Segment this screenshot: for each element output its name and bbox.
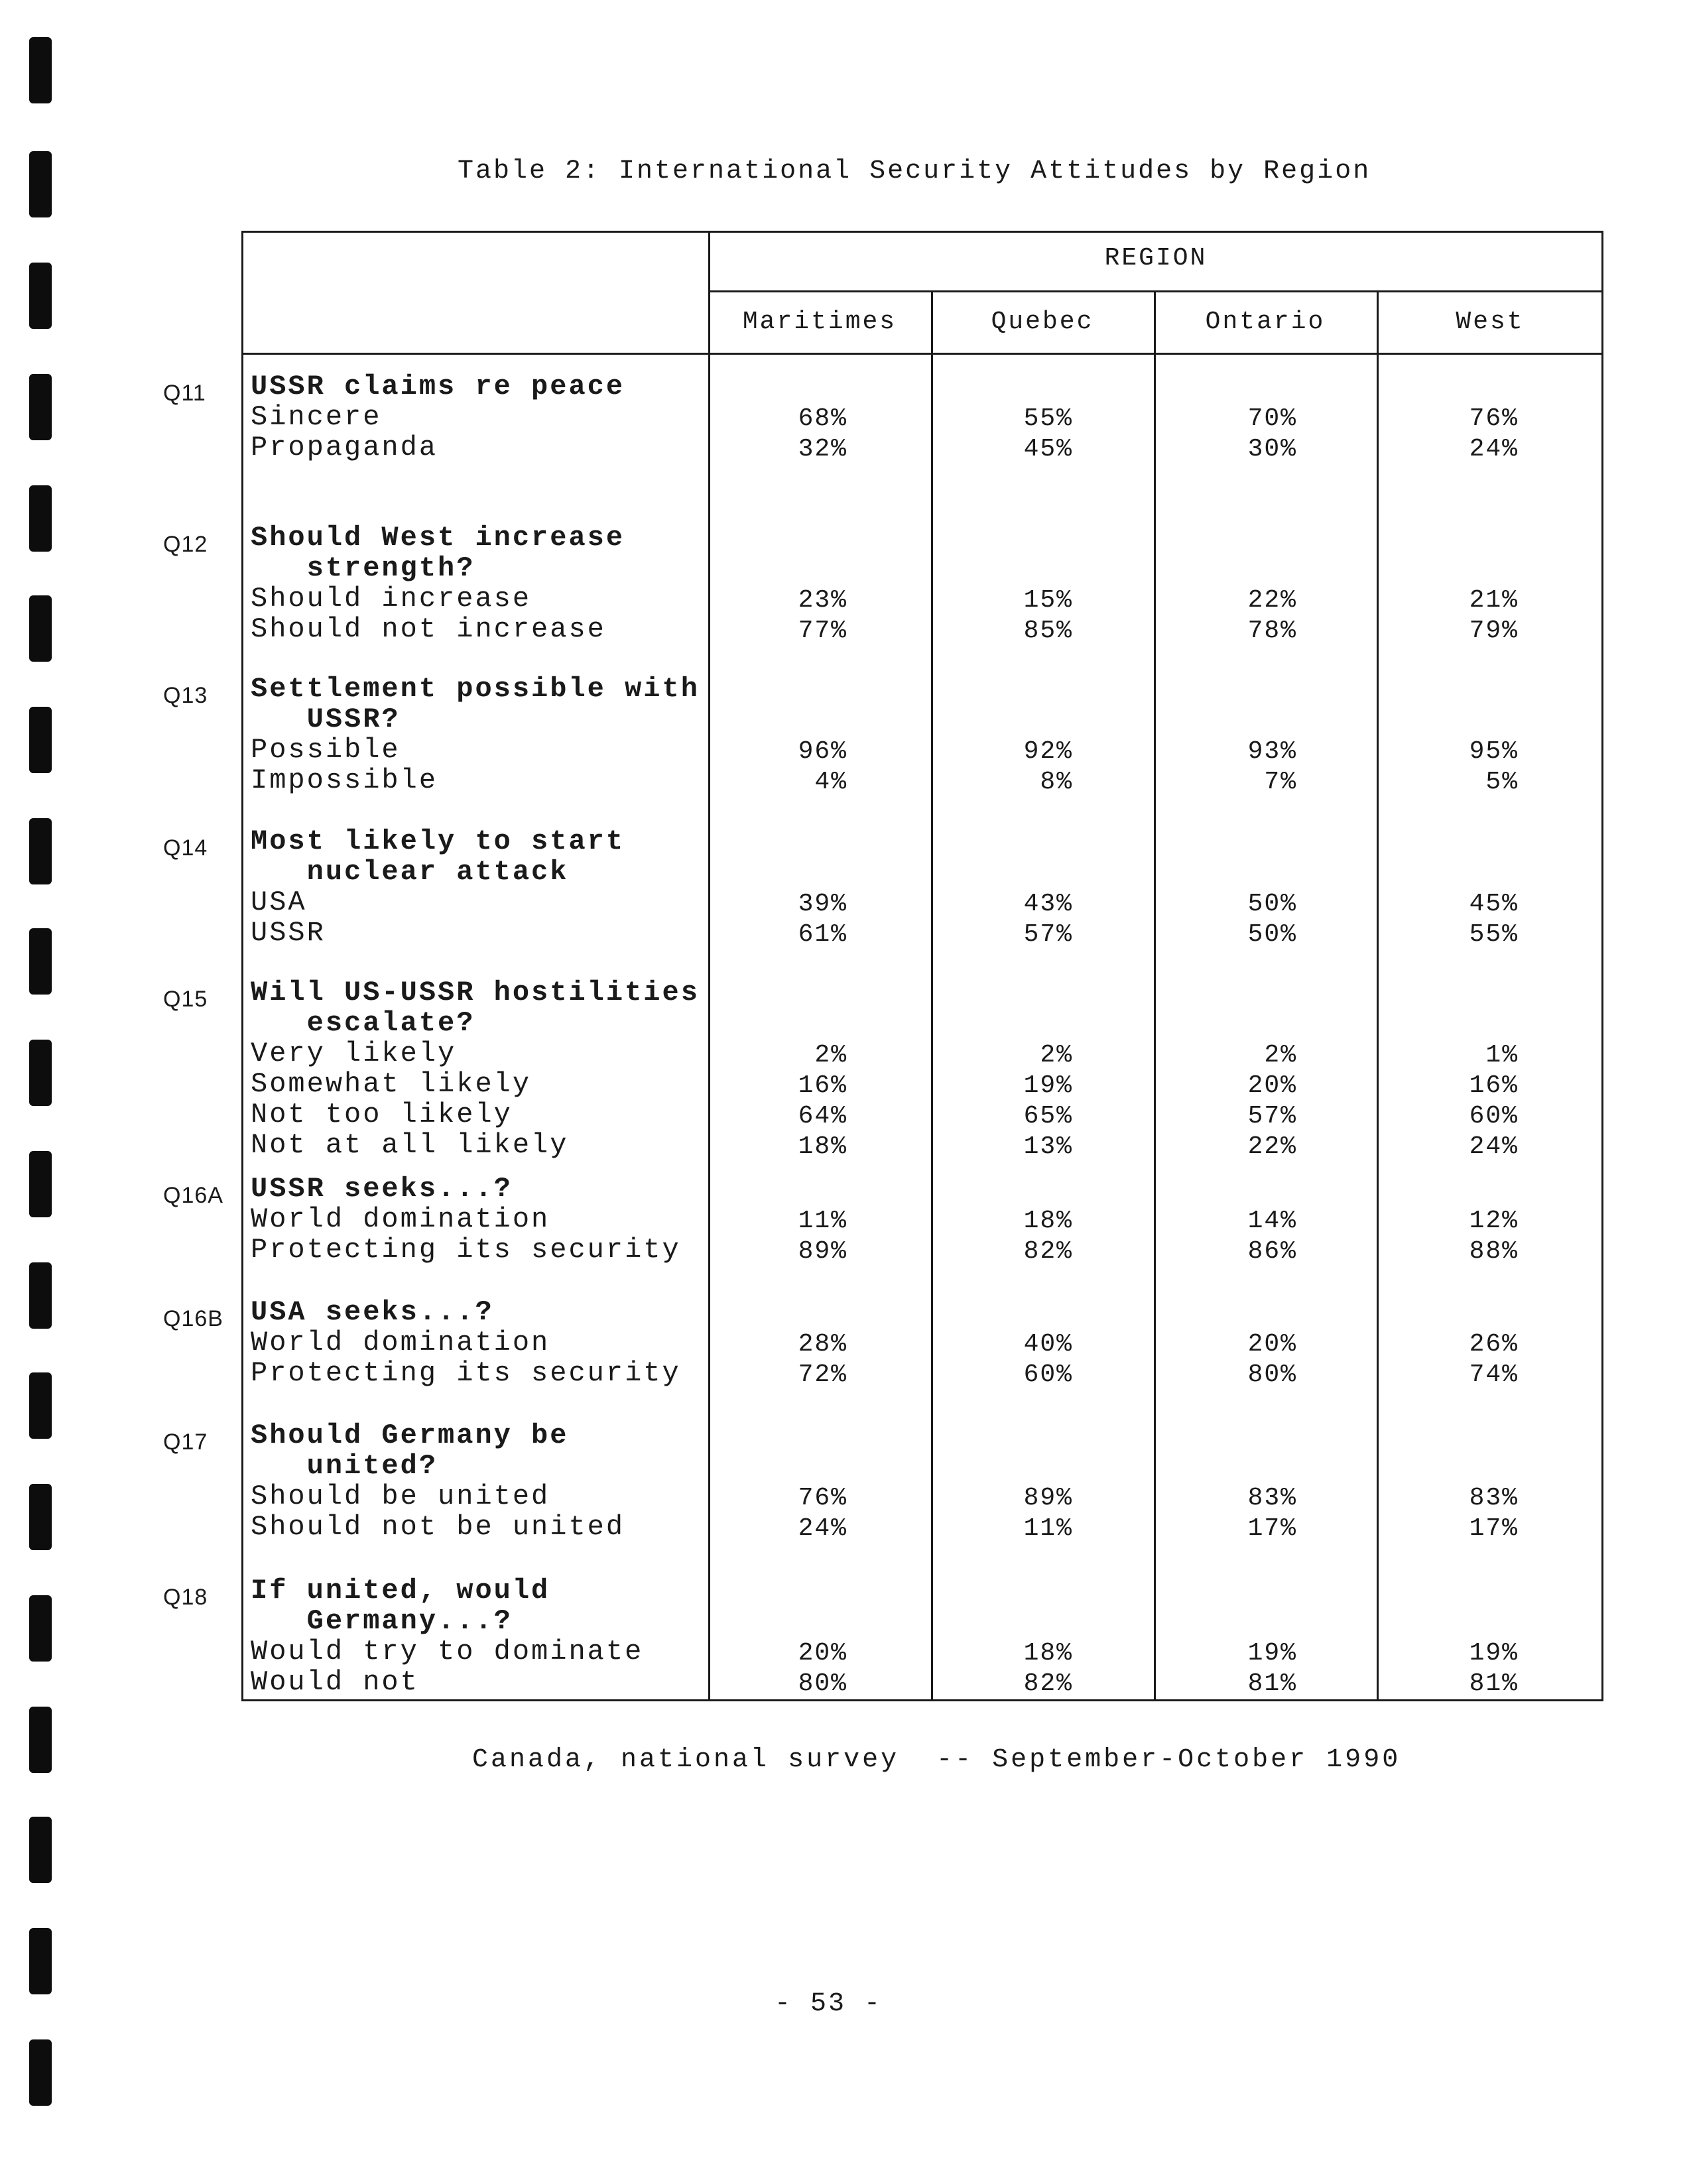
percentage-cell: 2% xyxy=(1040,1041,1073,1069)
question-code: Q18 xyxy=(163,1585,208,1610)
percentage-cell: 60% xyxy=(1469,1102,1519,1130)
binder-hole-mark xyxy=(29,1595,52,1662)
percentage-cell: 22% xyxy=(1247,586,1297,615)
percentage-cell: 64% xyxy=(798,1102,847,1130)
answer-option-label: Protecting its security xyxy=(251,1357,681,1389)
answer-option-label: Possible xyxy=(251,734,401,766)
question-title: Should Germany be united? xyxy=(251,1420,569,1482)
percentage-cell: 50% xyxy=(1247,920,1297,949)
percentage-cell: 21% xyxy=(1469,586,1519,615)
binder-hole-mark xyxy=(29,928,52,995)
percentage-cell: 74% xyxy=(1469,1361,1519,1389)
percentage-cell: 19% xyxy=(1247,1639,1297,1668)
percentage-cell: 18% xyxy=(798,1132,847,1161)
question-title: Will US-USSR hostilities escalate? xyxy=(251,977,700,1039)
percentage-cell: 96% xyxy=(798,737,847,766)
percentage-cell: 79% xyxy=(1469,617,1519,645)
maritimes-quebec-divider xyxy=(931,290,933,1701)
header-bottom-divider xyxy=(241,353,1603,355)
percentage-cell: 32% xyxy=(798,435,847,463)
question-code: Q14 xyxy=(163,835,208,861)
question-code: Q17 xyxy=(163,1429,208,1455)
binder-hole-mark xyxy=(29,1484,52,1550)
percentage-cell: 11% xyxy=(798,1207,847,1235)
percentage-cell: 17% xyxy=(1469,1514,1519,1543)
percentage-cell: 76% xyxy=(1469,404,1519,433)
binder-hole-mark xyxy=(29,818,52,884)
percentage-cell: 13% xyxy=(1023,1132,1073,1161)
percentage-cell: 2% xyxy=(814,1041,847,1069)
answer-option-label: Very likely xyxy=(251,1038,457,1069)
percentage-cell: 17% xyxy=(1247,1514,1297,1543)
percentage-cell: 78% xyxy=(1247,617,1297,645)
binder-hole-mark xyxy=(29,1262,52,1329)
answer-option-label: Should not be united xyxy=(251,1511,625,1543)
question-code: Q12 xyxy=(163,532,208,557)
percentage-cell: 81% xyxy=(1247,1669,1297,1698)
percentage-cell: 86% xyxy=(1247,1237,1297,1266)
percentage-cell: 16% xyxy=(798,1071,847,1100)
binder-hole-mark xyxy=(29,1928,52,1994)
answer-option-label: Should be united xyxy=(251,1481,550,1512)
percentage-cell: 60% xyxy=(1023,1361,1073,1389)
percentage-cell: 65% xyxy=(1023,1102,1073,1130)
percentage-cell: 89% xyxy=(1023,1484,1073,1512)
percentage-cell: 89% xyxy=(798,1237,847,1266)
question-code: Q16A xyxy=(163,1183,223,1208)
answer-option-label: Somewhat likely xyxy=(251,1068,532,1100)
percentage-cell: 80% xyxy=(798,1669,847,1698)
percentage-cell: 22% xyxy=(1247,1132,1297,1161)
percentage-cell: 28% xyxy=(798,1330,847,1359)
page-number: - 53 - xyxy=(775,1989,883,2019)
table-title: Table 2: International Security Attitudes by Region xyxy=(458,156,1371,186)
answer-option-label: USA xyxy=(251,886,307,918)
answer-option-label: Propaganda xyxy=(251,432,438,463)
question-title: USSR claims re peace xyxy=(251,371,625,402)
percentage-cell: 19% xyxy=(1023,1071,1073,1100)
binder-hole-mark xyxy=(29,1040,52,1106)
percentage-cell: 24% xyxy=(1469,1132,1519,1161)
percentage-cell: 85% xyxy=(1023,617,1073,645)
answer-option-label: Would try to dominate xyxy=(251,1636,644,1668)
percentage-cell: 14% xyxy=(1247,1207,1297,1235)
binder-hole-mark xyxy=(29,1151,52,1217)
percentage-cell: 83% xyxy=(1247,1484,1297,1512)
binder-hole-mark xyxy=(29,1707,52,1773)
percentage-cell: 76% xyxy=(798,1484,847,1512)
binder-hole-mark xyxy=(29,2039,52,2106)
binder-hole-mark xyxy=(29,1372,52,1439)
answer-option-label: USSR xyxy=(251,917,326,949)
question-title: Settlement possible with USSR? xyxy=(251,673,700,735)
percentage-cell: 18% xyxy=(1023,1639,1073,1668)
percentage-cell: 19% xyxy=(1469,1639,1519,1668)
binder-hole-mark xyxy=(29,151,52,217)
survey-caption: Canada, national survey -- September-October 1990 xyxy=(472,1745,1401,1775)
answer-option-label: World domination xyxy=(251,1203,550,1235)
percentage-cell: 45% xyxy=(1023,435,1073,463)
percentage-cell: 18% xyxy=(1023,1207,1073,1235)
percentage-cell: 30% xyxy=(1247,435,1297,463)
percentage-cell: 4% xyxy=(814,768,847,796)
percentage-cell: 50% xyxy=(1247,890,1297,918)
binder-hole-mark xyxy=(29,37,52,103)
binder-hole-mark xyxy=(29,1817,52,1883)
percentage-cell: 45% xyxy=(1469,890,1519,918)
question-title: USSR seeks...? xyxy=(251,1173,513,1205)
question-title: USA seeks...? xyxy=(251,1296,494,1328)
binder-hole-mark xyxy=(29,707,52,773)
answer-option-label: Sincere xyxy=(251,401,382,433)
binder-hole-mark xyxy=(29,263,52,329)
question-title: Should West increase strength? xyxy=(251,522,625,584)
percentage-cell: 88% xyxy=(1469,1237,1519,1266)
column-header-ontario: Ontario xyxy=(1205,308,1326,336)
percentage-cell: 43% xyxy=(1023,890,1073,918)
question-title: If united, would Germany...? xyxy=(251,1575,550,1637)
answer-option-label: World domination xyxy=(251,1327,550,1359)
answer-option-label: Should increase xyxy=(251,583,532,615)
percentage-cell: 40% xyxy=(1023,1330,1073,1359)
answer-option-label: Not too likely xyxy=(251,1099,513,1130)
percentage-cell: 68% xyxy=(798,404,847,433)
percentage-cell: 92% xyxy=(1023,737,1073,766)
percentage-cell: 20% xyxy=(1247,1071,1297,1100)
percentage-cell: 12% xyxy=(1469,1207,1519,1235)
answer-option-label: Impossible xyxy=(251,764,438,796)
percentage-cell: 39% xyxy=(798,890,847,918)
quebec-ontario-divider xyxy=(1154,290,1156,1701)
label-column-divider xyxy=(708,231,710,1701)
percentage-cell: 5% xyxy=(1485,768,1519,796)
percentage-cell: 1% xyxy=(1485,1041,1519,1069)
percentage-cell: 61% xyxy=(798,920,847,949)
percentage-cell: 93% xyxy=(1247,737,1297,766)
question-title: Most likely to start nuclear attack xyxy=(251,825,625,888)
binder-hole-mark xyxy=(29,485,52,552)
ontario-west-divider xyxy=(1377,290,1379,1701)
region-header: REGION xyxy=(1104,244,1208,273)
percentage-cell: 55% xyxy=(1469,920,1519,949)
column-header-maritimes: Maritimes xyxy=(742,308,897,336)
question-code: Q15 xyxy=(163,987,208,1012)
percentage-cell: 72% xyxy=(798,1361,847,1389)
percentage-cell: 7% xyxy=(1264,768,1297,796)
percentage-cell: 24% xyxy=(798,1514,847,1543)
percentage-cell: 2% xyxy=(1264,1041,1297,1069)
percentage-cell: 15% xyxy=(1023,586,1073,615)
question-code: Q16B xyxy=(163,1306,223,1331)
percentage-cell: 55% xyxy=(1023,404,1073,433)
column-header-quebec: Quebec xyxy=(991,308,1094,336)
percentage-cell: 57% xyxy=(1023,920,1073,949)
percentage-cell: 81% xyxy=(1469,1669,1519,1698)
binder-hole-mark xyxy=(29,595,52,662)
percentage-cell: 24% xyxy=(1469,435,1519,463)
percentage-cell: 83% xyxy=(1469,1484,1519,1512)
percentage-cell: 16% xyxy=(1469,1071,1519,1100)
answer-option-label: Should not increase xyxy=(251,613,606,645)
percentage-cell: 95% xyxy=(1469,737,1519,766)
column-header-west: West xyxy=(1456,308,1525,336)
question-code: Q11 xyxy=(163,381,206,406)
answer-option-label: Would not xyxy=(251,1666,419,1698)
percentage-cell: 70% xyxy=(1247,404,1297,433)
percentage-cell: 82% xyxy=(1023,1237,1073,1266)
region-header-divider xyxy=(708,290,1603,292)
answer-option-label: Protecting its security xyxy=(251,1234,681,1266)
percentage-cell: 20% xyxy=(798,1639,847,1668)
percentage-cell: 26% xyxy=(1469,1330,1519,1359)
percentage-cell: 80% xyxy=(1247,1361,1297,1389)
percentage-cell: 77% xyxy=(798,617,847,645)
percentage-cell: 23% xyxy=(798,586,847,615)
answer-option-label: Not at all likely xyxy=(251,1129,569,1161)
percentage-cell: 20% xyxy=(1247,1330,1297,1359)
percentage-cell: 57% xyxy=(1247,1102,1297,1130)
percentage-cell: 8% xyxy=(1040,768,1073,796)
percentage-cell: 11% xyxy=(1023,1514,1073,1543)
question-code: Q13 xyxy=(163,683,208,708)
binder-hole-mark xyxy=(29,374,52,440)
percentage-cell: 82% xyxy=(1023,1669,1073,1698)
